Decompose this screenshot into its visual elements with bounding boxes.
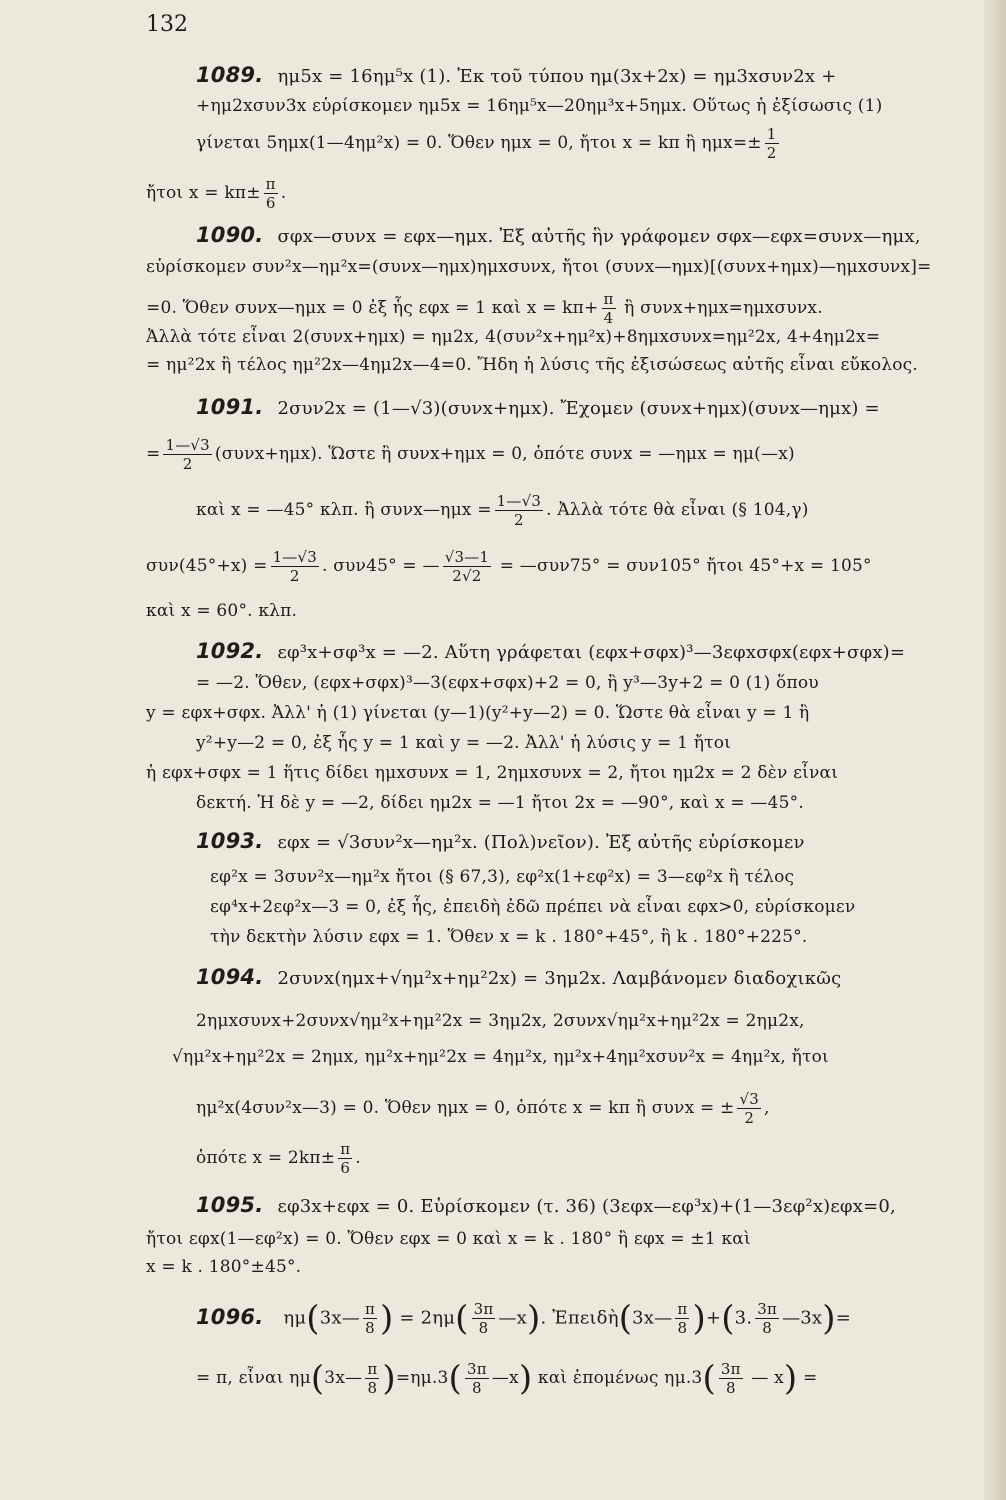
fraction: $\frac{√3—1}{2√2}$ (444, 548, 490, 585)
problem-1094-line-2: 2ημxσυνx+2συνx√ημ²x+ημ²2x = 3ημ2x, 2συνx√ημ²x+ημ²2x = 2ημ2x, (196, 1011, 805, 1031)
page-number: 132 (146, 12, 188, 37)
problem-1092-line-3: y = εφx+σφx. Ἀλλ' ἡ (1) γίνεται (y—1)(y²+y—2) = 0. Ὥστε θὰ εἶναι y = 1 ἢ (146, 703, 810, 723)
problem-1094-line-5: ὁπότε x = 2kπ± $\frac{\pi}{6}$ . (196, 1140, 361, 1177)
problem-1093-line-2: εφ²x = 3συν²x—ημ²x ἤτοι (§ 67,3), εφ²x(1+εφ²x) = 3—εφ²x ἢ τέλος (210, 867, 795, 887)
problem-1092-line-4: y²+y—2 = 0, ἐξ ἧς y = 1 καὶ y = —2. Ἀλλ' ἡ λύσις y = 1 ἤτοι (196, 733, 732, 753)
problem-number: 1093. (196, 829, 264, 853)
problem-1096-line-1: 1096. ημ(3x— $\frac{\pi}{8}$ ) = 2ημ( $\frac{3\pi}{8}$ —x). Ἐπειδὴ(3x— $\frac{\pi}{8}$ )+(3. $\frac{3\pi}{8}$ —3x)= (196, 1298, 852, 1339)
problem-1091-line-2: = $\frac{1—√3}{2}$ (συνx+ημx). Ὥστε ἢ συνx+ημx = 0, ὁπότε συνx = —ημx = ημ(—x) (146, 436, 795, 473)
problem-number: 1095. (196, 1193, 264, 1217)
fraction: $\frac{\pi}{8}$ (367, 1360, 378, 1397)
fraction: $\frac{3\pi}{8}$ (467, 1360, 487, 1397)
fraction: $\frac{3\pi}{8}$ (720, 1360, 741, 1397)
fraction: $\frac{√3}{2}$ (739, 1090, 759, 1127)
fraction: $\frac{\pi}{8}$ (677, 1300, 688, 1337)
fraction: $\frac{3\pi}{8}$ (473, 1300, 494, 1337)
problem-1090-line-2: εὑρίσκομεν συν²x—ημ²x=(συνx—ημx)ημxσυνx, ἤτοι (συνx—ημx)[(συνx+ημx)—ημxσυνx]= (146, 257, 932, 277)
fraction: $\frac{1—√3}{2}$ (165, 436, 210, 473)
problem-number: 1091. (196, 395, 264, 419)
problem-1092-line-5: ἡ εφx+σφx = 1 ἥτις δίδει ημxσυνx = 1, 2ημxσυνx = 2, ἤτοι ημ2x = 2 δὲν εἶναι (146, 763, 839, 783)
problem-1091-line-4: συν(45°+x) = $\frac{1—√3}{2}$ . συν45° = — $\frac{√3—1}{2√2}$ = —συν75° = συν105° ἤτοι 45°+x = 105° (146, 548, 872, 585)
fraction: $\frac{\pi}{6}$ (265, 175, 276, 212)
problem-1089-line-3: γίνεται 5ημx(1—4ημ²x) = 0. Ὅθεν ημx = 0, ἤτοι x = kπ ἢ ημx=± $\frac{1}{2}$ (196, 125, 777, 162)
problem-1090-line-5: = ημ²2x ἢ τέλος ημ²2x—4ημ2x—4=0. Ἤδη ἡ λύσις τῆς ἐξισώσεως αὐτῆς εἶναι εὔκολος. (146, 355, 919, 375)
page-edge (984, 0, 1006, 1500)
problem-1090-line-1: 1090. σφx—συνx = εφx—ημx. Ἐξ αὐτῆς ἣν γράφομεν σφx—εφx=συνx—ημx, (196, 223, 921, 247)
problem-1092-line-6: δεκτή. Ἡ δὲ y = —2, δίδει ημ2x = —1 ἤτοι 2x = —90°, καὶ x = —45°. (196, 793, 804, 813)
problem-1091-line-5: καὶ x = 60°. κλπ. (146, 601, 298, 621)
problem-1090-line-4: Ἀλλὰ τότε εἶναι 2(συνx+ημx) = ημ2x, 4(συν²x+ημ²x)+8ημxσυνx=ημ²2x, 4+4ημ2x= (146, 327, 881, 347)
fraction: $\frac{1—√3}{2}$ (272, 548, 318, 585)
problem-1092-line-2: = —2. Ὅθεν, (εφx+σφx)³—3(εφx+σφx)+2 = 0, ἢ y³—3y+2 = 0 (1) ὅπου (196, 673, 819, 693)
fraction: $\frac{1—√3}{2}$ (496, 492, 542, 529)
problem-1095-line-3: x = k . 180°±45°. (146, 1257, 302, 1277)
problem-1091-line-1: 1091. 2συν2x = (1—√3)(συνx+ημx). Ἔχομεν (συνx+ημx)(συνx—ημx) = (196, 395, 880, 419)
problem-number: 1094. (196, 965, 264, 989)
problem-1094-line-4: ημ²x(4συν²x—3) = 0. Ὅθεν ημx = 0, ὁπότε x = kπ ἢ συνx = ± $\frac{√3}{2}$ , (196, 1090, 770, 1127)
problem-number: 1090. (196, 223, 264, 247)
problem-1090-line-3: =0. Ὅθεν συνx—ημx = 0 ἐξ ἧς εφx = 1 καὶ x = kπ+ $\frac{\pi}{4}$ ἢ συνx+ημx=ημxσυνx. (146, 290, 823, 327)
problem-1093-line-1: 1093. εφx = √3συν²x—ημ²x. (Πολ)νεῖον). Ἐξ αὐτῆς εὑρίσκομεν (196, 829, 805, 853)
fraction: $\frac{\pi}{6}$ (340, 1140, 351, 1177)
fraction: $\frac{\pi}{8}$ (364, 1300, 375, 1337)
fraction: $\frac{\pi}{4}$ (603, 290, 614, 327)
problem-number: 1092. (196, 639, 264, 663)
problem-1089-line-4: ἤτοι x = kπ± $\frac{\pi}{6}$ . (146, 175, 287, 212)
problem-1089-line-1: 1089. ημ5x = 16ημ⁵x (1). Ἐκ τοῦ τύπου ημ(3x+2x) = ημ3xσυν2x + (196, 63, 837, 87)
problem-1096-line-2: = π, εἶναι ημ(3x— $\frac{\pi}{8}$ )=ημ.3( $\frac{3\pi}{8}$ —x) καὶ ἑπομένως ημ.3( $\frac{3\pi}{8}$ — x) = (196, 1358, 818, 1399)
problem-1093-line-4: τὴν δεκτὴν λύσιν εφx = 1. Ὅθεν x = k . 180°+45°, ἢ k . 180°+225°. (210, 927, 808, 947)
problem-1094-line-3: √ημ²x+ημ²2x = 2ημx, ημ²x+ημ²2x = 4ημ²x, ημ²x+4ημ²xσυν²x = 4ημ²x, ἤτοι (172, 1047, 829, 1067)
problem-1089-line-2: +ημ2xσυν3x εὑρίσκομεν ημ5x = 16ημ⁵x—20ημ³x+5ημx. Οὕτως ἡ ἐξίσωσις (1) (196, 96, 883, 116)
problem-1092-line-1: 1092. εφ³x+σφ³x = —2. Αὕτη γράφεται (εφx+σφx)³—3εφxσφx(εφx+σφx)= (196, 639, 906, 663)
problem-1091-line-3: καὶ x = —45° κλπ. ἢ συνx—ημx = $\frac{1—√3}{2}$ . Ἀλλὰ τότε θὰ εἶναι (§ 104,γ) (196, 492, 809, 529)
problem-number: 1089. (196, 63, 264, 87)
problem-number: 1096. (196, 1304, 264, 1329)
fraction: $\frac{1}{2}$ (766, 125, 777, 162)
problem-1094-line-1: 1094. 2συνx(ημx+√ημ²x+ημ²2x) = 3ημ2x. Λαμβάνομεν διαδοχικῶς (196, 965, 842, 989)
problem-1095-line-2: ἤτοι εφx(1—εφ²x) = 0. Ὅθεν εφx = 0 καὶ x = k . 180° ἢ εφx = ±1 καὶ (146, 1229, 751, 1249)
problem-1095-line-1: 1095. εφ3x+εφx = 0. Εὑρίσκομεν (τ. 36) (3εφx—εφ³x)+(1—3εφ²x)εφx=0, (196, 1193, 896, 1217)
fraction: $\frac{3\pi}{8}$ (757, 1300, 778, 1337)
problem-1093-line-3: εφ⁴x+2εφ²x—3 = 0, ἐξ ἧς, ἐπειδὴ ἐδῶ πρέπει νὰ εἶναι εφx>0, εὑρίσκομεν (210, 897, 856, 917)
